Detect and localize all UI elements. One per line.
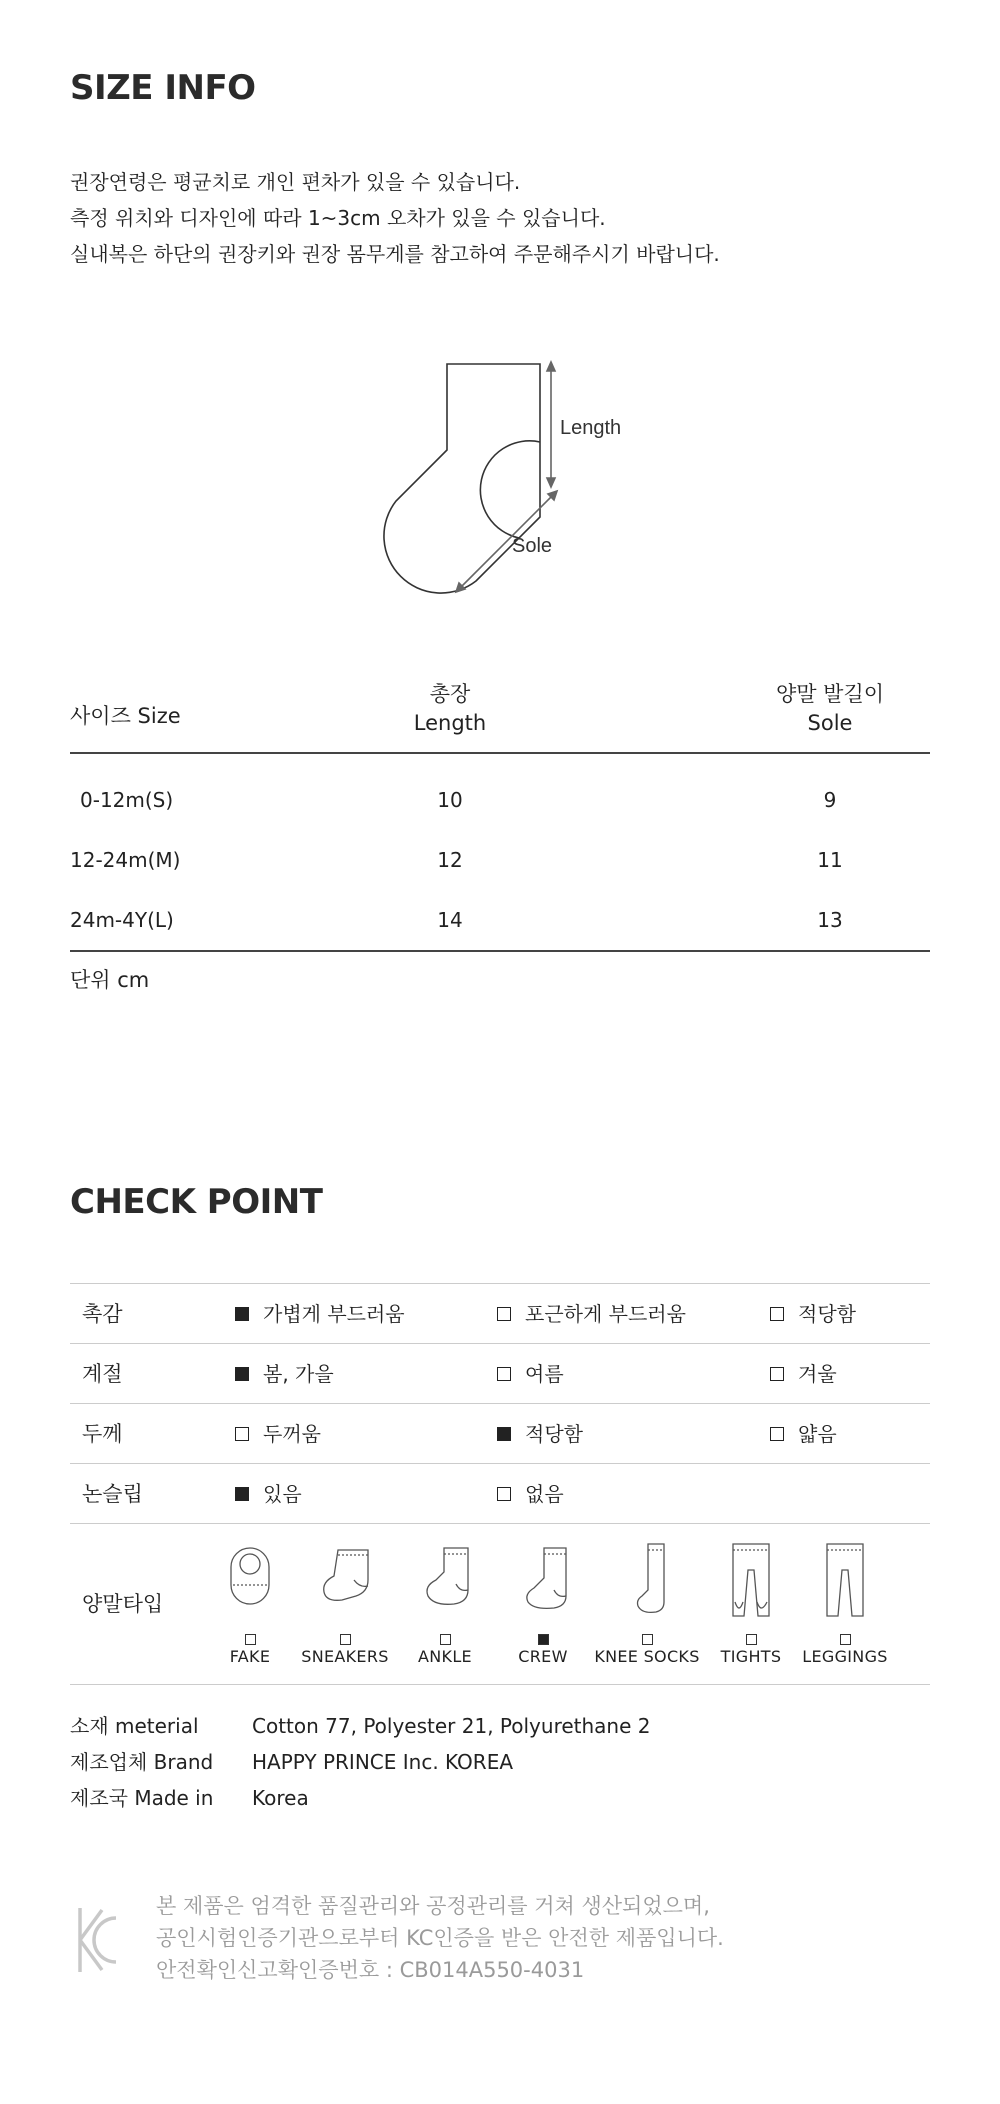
material-label: 소재 meterial [70, 1714, 199, 1738]
table-row-size: 12-24m(M) [70, 848, 181, 872]
table-cell-length: 10 [437, 788, 463, 812]
brand-value: HAPPY PRINCE Inc. KOREA [252, 1750, 514, 1774]
table-row-size: 24m-4Y(L) [70, 908, 174, 932]
origin-label: 제조국 Made in [70, 1786, 214, 1810]
check-row-season [70, 1343, 930, 1404]
checkbox-unchecked-icon [440, 1634, 451, 1645]
option-moderate[interactable]: 적당함 [770, 1284, 856, 1344]
option-no[interactable]: 없음 [497, 1464, 564, 1524]
checkbox-unchecked-icon [770, 1307, 784, 1321]
checkbox-unchecked-icon [497, 1367, 511, 1381]
table-cell-length: 12 [437, 848, 463, 872]
size-notes [70, 164, 720, 272]
check-row-label: 양말타입 [82, 1592, 164, 1616]
checkbox-unchecked-icon [642, 1634, 653, 1645]
checkbox-checked-icon [235, 1487, 249, 1501]
option-summer[interactable]: 여름 [497, 1344, 564, 1404]
sock-outline [384, 364, 540, 593]
option-medium[interactable]: 적당함 [497, 1404, 583, 1464]
brand-label: 제조업체 Brand [70, 1750, 214, 1774]
table-bottom-divider [70, 950, 930, 952]
checkbox-unchecked-icon [840, 1634, 851, 1645]
kc-line: 안전확인신고확인증번호 : CB014A550-4031 [156, 1958, 585, 1982]
kc-certification-text [156, 1890, 724, 1986]
check-row-label: 논슬립 [82, 1482, 143, 1506]
sock-type-crew[interactable]: CREW [488, 1540, 598, 1666]
checkbox-unchecked-icon [245, 1634, 256, 1645]
sock-type-fake[interactable]: FAKE [195, 1540, 305, 1666]
option-yes[interactable]: 있음 [235, 1464, 302, 1524]
knee-sock-icon [592, 1540, 702, 1630]
checkbox-unchecked-icon [497, 1307, 511, 1321]
option-thin[interactable]: 얇음 [770, 1404, 837, 1464]
checkbox-unchecked-icon [770, 1367, 784, 1381]
note-line: 실내복은 하단의 권장키와 권장 몸무게를 참고하여 주문해주시기 바랍니다. [70, 242, 720, 266]
length-label: Length [560, 417, 622, 439]
kc-line: 본 제품은 엄격한 품질관리와 공정관리를 거쳐 생산되었으며, [156, 1894, 710, 1918]
table-header-divider [70, 752, 930, 754]
check-row-thickness [70, 1403, 930, 1464]
checkbox-checked-icon [538, 1634, 549, 1645]
fake-sock-icon [195, 1540, 305, 1630]
sock-type-sneakers[interactable]: SNEAKERS [290, 1540, 400, 1666]
sock-type-ankle[interactable]: ANKLE [390, 1540, 500, 1666]
material-value: Cotton 77, Polyester 21, Polyurethane 2 [252, 1714, 651, 1738]
sock-type-leggings[interactable]: LEGGINGS [790, 1540, 900, 1666]
check-row-sock-type [70, 1523, 930, 1685]
checkbox-unchecked-icon [235, 1427, 249, 1441]
sock-type-knee[interactable]: KNEE SOCKS [592, 1540, 702, 1666]
heel-curve [480, 441, 540, 538]
check-row-label: 두께 [82, 1422, 123, 1446]
unit-note: 단위 cm [70, 968, 150, 992]
table-cell-sole: 11 [817, 848, 843, 872]
sneakers-sock-icon [290, 1540, 400, 1630]
note-line: 권장연령은 평균치로 개인 편차가 있을 수 있습니다. [70, 170, 521, 194]
table-cell-sole: 9 [823, 788, 837, 812]
check-row-label: 촉감 [82, 1302, 123, 1326]
sock-type-tights[interactable]: TIGHTS [696, 1540, 806, 1666]
size-info-title: SIZE INFO [70, 68, 256, 108]
checkbox-unchecked-icon [497, 1487, 511, 1501]
checkbox-unchecked-icon [340, 1634, 351, 1645]
option-light-soft[interactable]: 가볍게 부드러움 [235, 1284, 405, 1344]
crew-sock-icon [488, 1540, 598, 1630]
checkbox-unchecked-icon [746, 1634, 757, 1645]
option-winter[interactable]: 겨울 [770, 1344, 837, 1404]
origin-value: Korea [252, 1786, 309, 1810]
size-header: 사이즈 Size [70, 704, 181, 728]
sock-diagram [370, 350, 650, 610]
table-row-size: 0-12m(S) [80, 788, 174, 812]
checkbox-checked-icon [497, 1427, 511, 1441]
checkbox-checked-icon [235, 1307, 249, 1321]
spec-labels [70, 1708, 213, 1816]
sole-label: Sole [512, 535, 553, 557]
kc-line: 공인시험인증기관으로부터 KC인증을 받은 안전한 제품입니다. [156, 1926, 724, 1950]
option-thick[interactable]: 두꺼움 [235, 1404, 321, 1464]
spec-values [252, 1708, 651, 1816]
ankle-sock-icon [390, 1540, 500, 1630]
leggings-icon [790, 1540, 900, 1630]
check-row-label: 계절 [82, 1362, 123, 1386]
check-point-title: CHECK POINT [70, 1182, 323, 1222]
check-row-nonslip [70, 1463, 930, 1524]
note-line: 측정 위치와 디자인에 따라 1~3cm 오차가 있을 수 있습니다. [70, 206, 606, 230]
option-cozy-soft[interactable]: 포근하게 부드러움 [497, 1284, 686, 1344]
sole-header: 양말 발길이 Sole [775, 682, 885, 735]
checkbox-checked-icon [235, 1367, 249, 1381]
kc-mark-logo [72, 1904, 122, 1976]
checkbox-unchecked-icon [770, 1427, 784, 1441]
check-row-texture [70, 1283, 930, 1344]
option-spring-fall[interactable]: 봄, 가을 [235, 1344, 334, 1404]
table-cell-sole: 13 [817, 908, 843, 932]
table-cell-length: 14 [437, 908, 463, 932]
length-header: 총장 Length [413, 682, 487, 735]
